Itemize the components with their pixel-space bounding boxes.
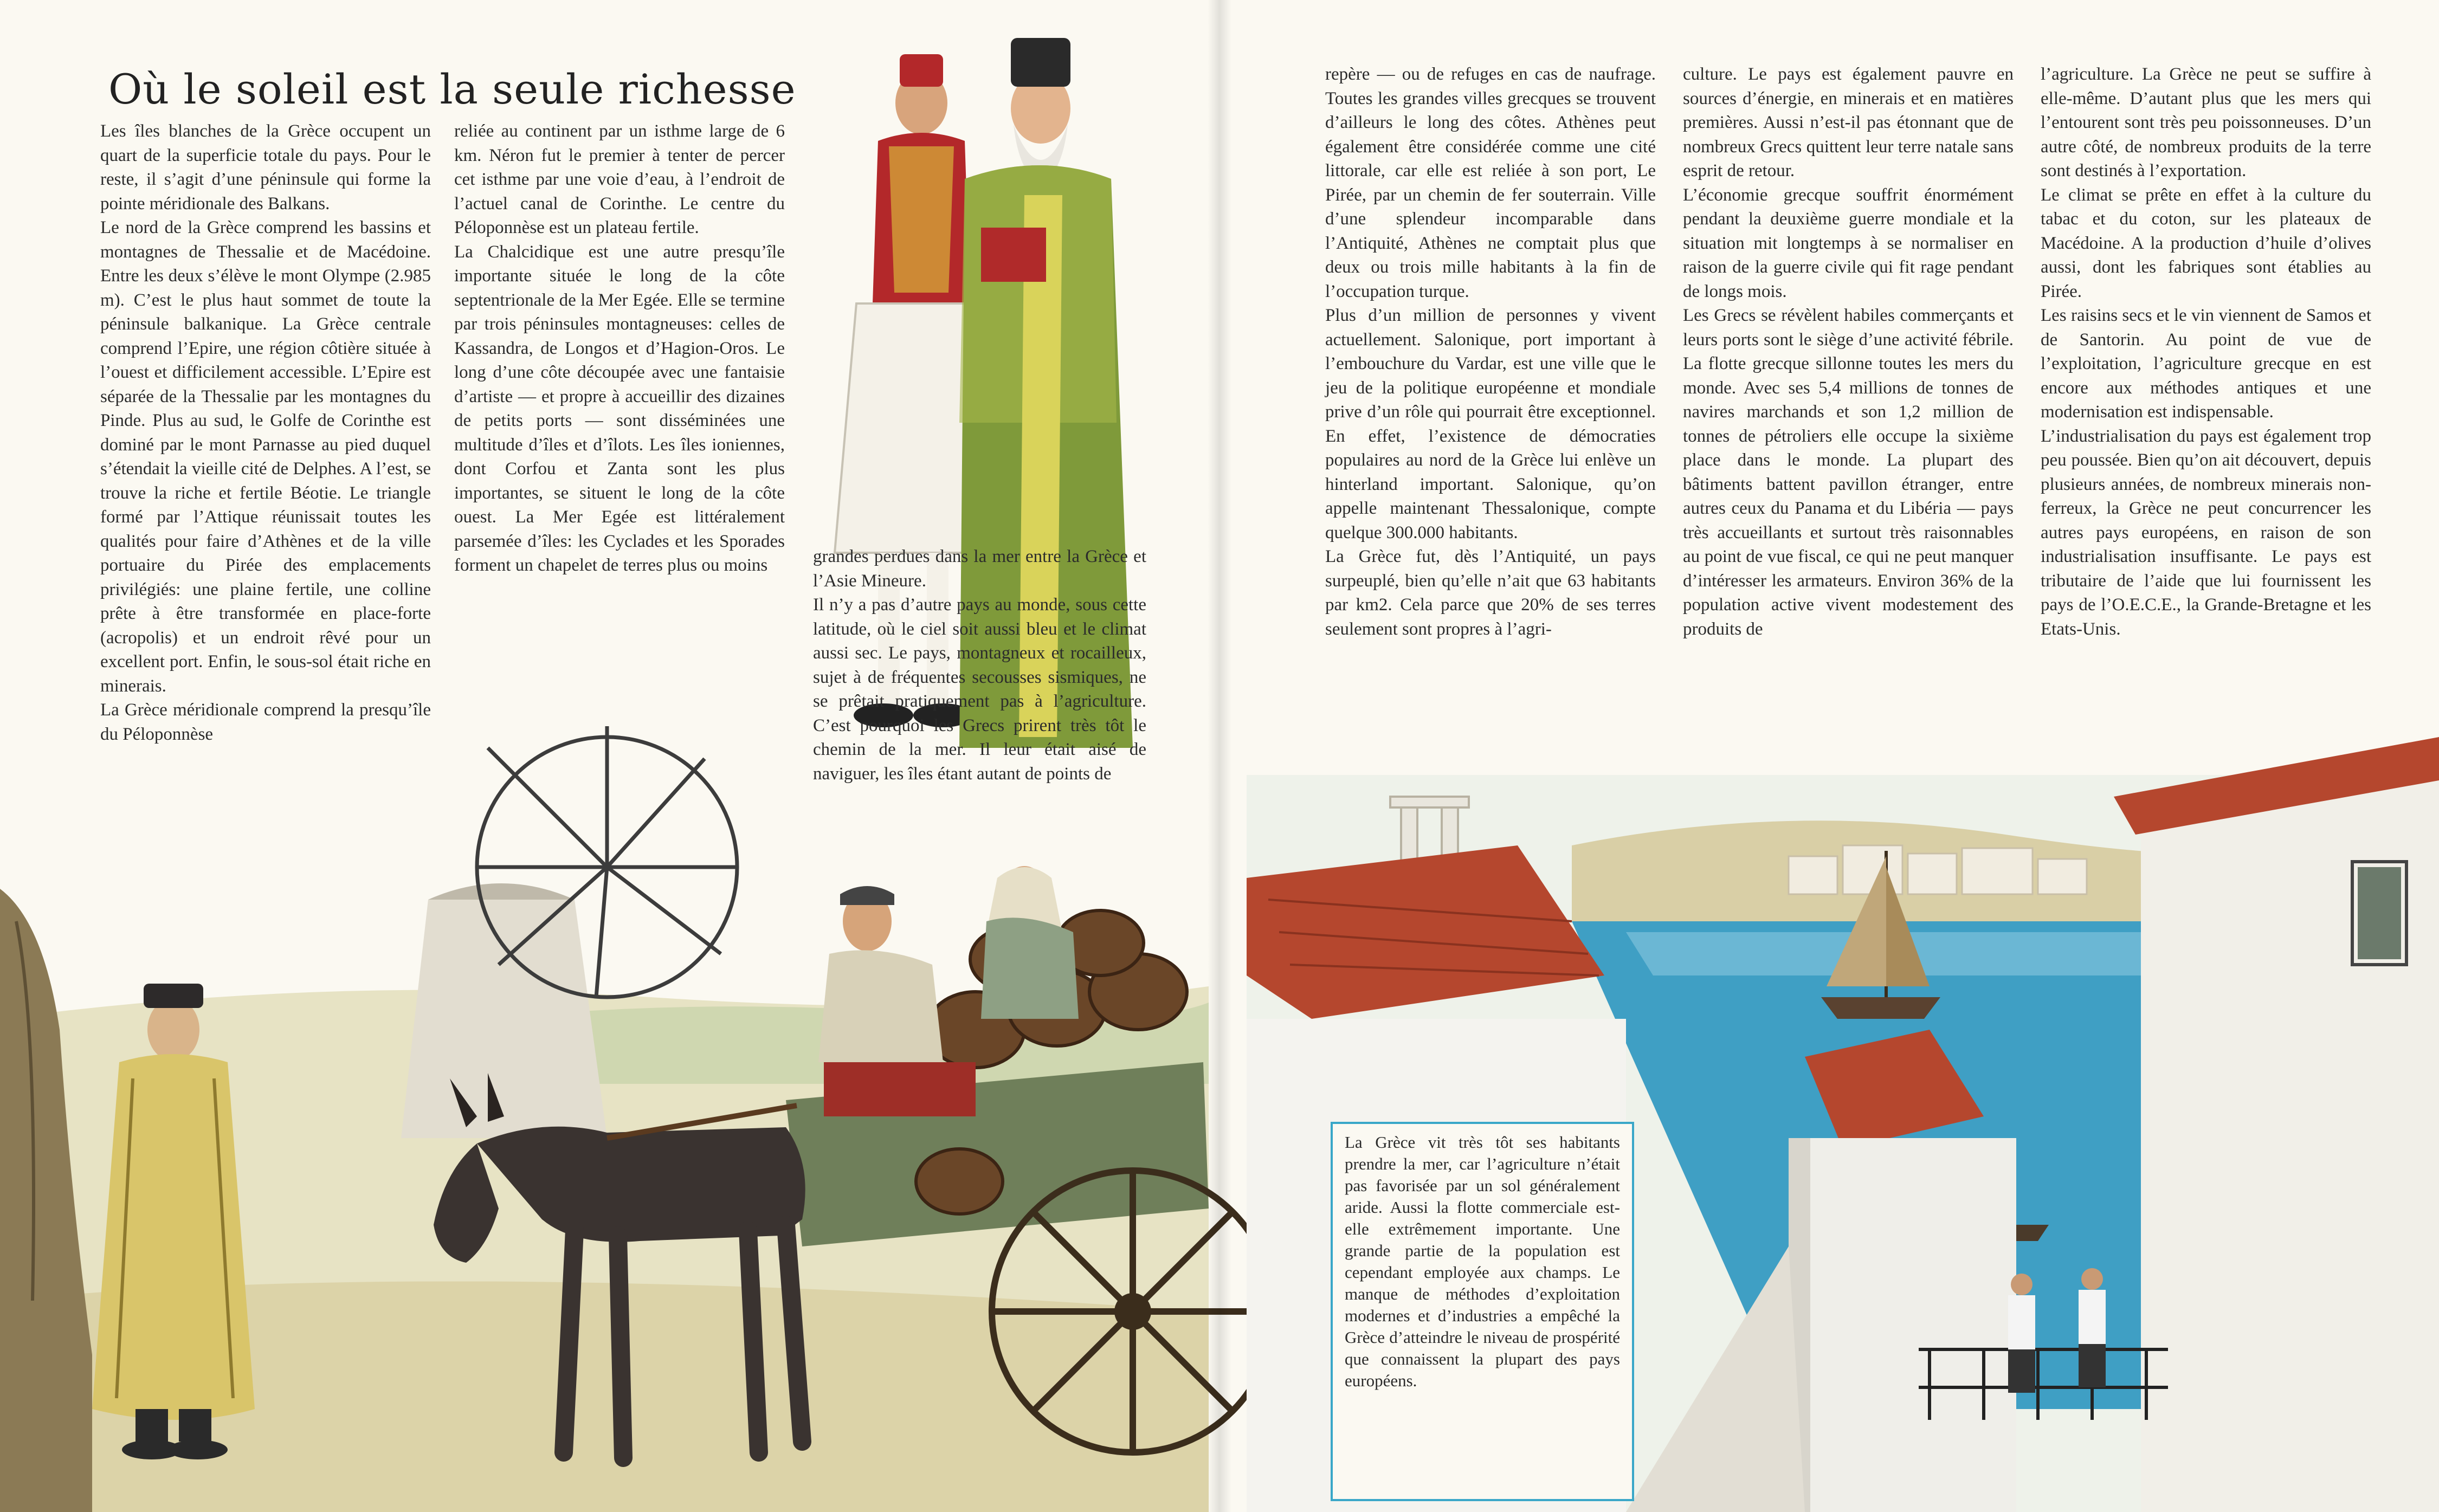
paragraph: l’agriculture. La Grèce ne peut se suffire à elle-même. D’autant plus que les mers qui l’entourent sont très peu poissonneuses. D’un autre côté, de nombreux produits de la terre sont destinés à l’exportation. — [2041, 64, 2371, 180]
page-title: Où le soleil est la seule richesse — [108, 65, 796, 113]
paragraph: repère — ou de refuges en cas de naufrage. Toutes les grandes villes grecques se trouvent d’ailleurs le long des côtes. Athènes peut également être considérée comme une cité littorale, car elle est reliée à son port, Le Pirée, par un chemin de fer souterrain. Ville d’une splendeur incomparable dans l’Antiquité, Athènes ne comptait plus que deux ou trois mille habitants à la fin de l’occupation turque. — [1325, 64, 1656, 301]
page-gutter — [1208, 0, 1231, 1512]
paragraph: Il n’y a pas d’autre pays au monde, sous cette latitude, où le ciel soit aussi bleu et le climat aussi sec. Le pays, montagneux et rocailleux, sujet à de fréquentes secousses sismiques, ne se prêtait pratiquement pas à l’agriculture. C’est pourquoi les Grecs prirent très tôt le chemin de la mer. Il leur était aisé de naviguer, les îles étant autant de points de — [813, 595, 1146, 784]
paragraph: Le climat se prête en effet à la culture du tabac et du coton, sur les plateaux de Macédoine. A la production d’huile d’olives aussi, dont les fabriques sont établies au Pirée. — [2041, 185, 2371, 301]
text-column-3 — [813, 545, 1146, 786]
text-column-2 — [454, 119, 785, 578]
paragraph: reliée au continent par un isthme large de 6 km. Néron fut le premier à tenter de percer cet isthme par une voie d’eau, à l’endroit de l’actuel canal de Corinthe. Le centre du Péloponnèse est un plateau fertile. — [454, 121, 785, 237]
paragraph: La Grèce fut, dès l’Antiquité, un pays surpeuplé, bien qu’elle n’ait que 63 habitants par km2. Cela parce que 20% de ses terres seulement sont propres à l’agri- — [1325, 547, 1656, 639]
paragraph: La Chalcidique est une autre presqu’île importante située le long de la côte septentrionale de la Mer Egée. Elle se termine par trois péninsules montagneuses: celles de Kassandra, de Longos et d’Hagion-Oros. Le long d’une côte découpée avec une fantaisie d’artiste — et propre à accueillir des dizaines de petits ports — sont disséminées une multitude d’îles et d’îlots. Les îles ioniennes, dont Corfou et Zanta sont les plus importantes, se situent le long de la côte ouest. La Mer Egée est littéralement parsemée d’îles: les Cyclades et les Sporades forment un chapelet de terres plus ou moins — [454, 242, 785, 575]
paragraph: Le nord de la Grèce comprend les bassins et montagnes de Thessalie et de Macédoine. Entre les deux s’élève le mont Olympe (2.985 m). C’est le plus haut sommet de toute la péninsule balkanique. La Grèce centrale comprend l’Epire, une région côtière située à l’ouest et difficilement accessible. L’Epire est séparée de la Thessalie par les montagnes du Pinde. Plus au sud, le Golfe de Corinthe est dominé par le mont Parnasse au pied duquel s’étendait la vieille cité de Delphes. A l’est, se trouve la riche et fertile Béotie. Le triangle formé par l’Attique réunissait toutes les qualités pour faire d’Athènes et de la ville portuaire du Pirée des emplacements privilégiés: une plaine fertile, une colline prête à être transformée en place-forte (acropolis) et un endroit rêvé pour un excellent port. Enfin, le sous-sol était riche en minerais. — [100, 218, 431, 696]
paragraph: Les îles blanches de la Grèce occupent un quart de la superficie totale du pays. Pour le reste, il s’agit d’une péninsule qui forme la pointe méridionale des Balkans. — [100, 121, 431, 214]
paragraph: culture. Le pays est également pauvre en sources d’énergie, en minerais et en matières premières. Aussi n’est-il pas étonnant que de nombreux Grecs quittent leur terre natale sans esprit de retour. — [1683, 64, 2014, 180]
paragraph: grandes perdues dans la mer entre la Grèce et l’Asie Mineure. — [813, 547, 1146, 591]
caption-text: La Grèce vit très tôt ses habitants prendre la mer, car l’agriculture n’était pas favorisée par un sol généralement aride. Aussi la flotte commerciale est-elle extrêmement importante. Une grande partie de la population est cependant employée aux champs. Le manque de méthodes d’exploitation modernes et d’industries a empêché la Grèce d’atteindre le niveau de prospérité que connaissent la plupart des pays européens. — [1345, 1133, 1620, 1390]
paragraph: Les raisins secs et le vin viennent de Samos et de Santorin. Au point de vue de l’exploitation, l’agriculture grecque en est encore aux méthodes antiques et une modernisation est indispensable. — [2041, 306, 2371, 422]
text-column-1 — [100, 119, 431, 746]
paragraph: Plus d’un million de personnes y vivent actuellement. Salonique, port important à l’embouchure du Vardar, est une ville que le jeu de la politique européenne et mondiale prive d’un rôle qui pourrait être exceptionnel. En effet, l’existence de démocraties populaires au nord de la Grèce lui enlève un hinterland important. Salonique, qu’on appelle maintenant Thessalonique, compte quelque 300.000 habitants. — [1325, 306, 1656, 542]
paragraph: L’économie grecque souffrit énormément pendant la deuxième guerre mondiale et la situation mit longtemps à se normaliser en raison de la guerre civile qui fit rage pendant de longs mois. — [1683, 185, 2014, 301]
paragraph: L’industrialisation du pays est également trop peu poussée. Bien qu’on ait découvert, depuis plusieurs années, de nombreux minerais non-ferreux, la Grèce ne peut concurrencer les autres pays européens, en raison de son industrialisation insuffisante. Le pays est tributaire de l’aide que lui fournissent les pays de l’O.E.C.E., la Grande-Bretagne et les Etats-Unis. — [2041, 426, 2371, 639]
text-column-4 — [1325, 62, 1656, 641]
paragraph: La Grèce méridionale comprend la presqu’île du Péloponnèse — [100, 700, 431, 744]
paragraph: Les Grecs se révèlent habiles commerçants et leurs ports sont le siège d’une activité fébrile. La flotte grecque sillonne toutes les mers du monde. Avec ses 5,4 millions de tonnes de navires marchands et son 1,2 million de tonnes de pétroliers elle occupe la sixième place dans le monde. La plupart des bâtiments battent pavillon étranger, entre autres ceux du Panama et du Libéria — pays très accueillants et surtout très raisonnables au point de vue fiscal, ce qui ne peut manquer d’intéresser les armateurs. Environ 36% de la population active vivent modestement des produits de — [1683, 306, 2014, 639]
text-column-5 — [1683, 62, 2014, 641]
text-column-6 — [2041, 62, 2371, 641]
caption-box — [1331, 1122, 1634, 1501]
